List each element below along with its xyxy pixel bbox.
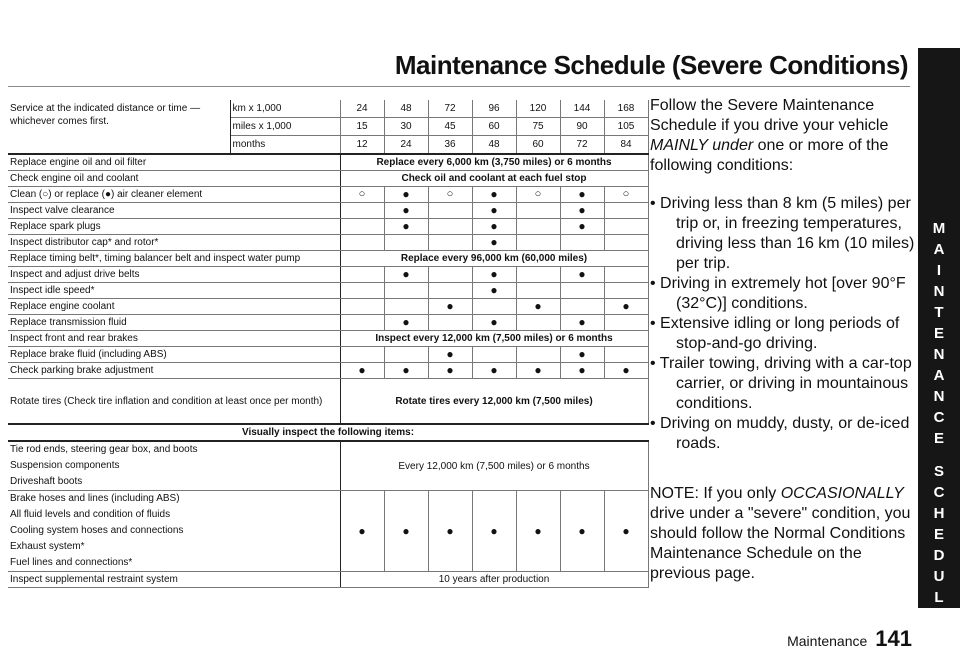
interval-text: Replace every 6,000 km (3,750 miles) or 6 months bbox=[340, 154, 648, 171]
service-mark: ● bbox=[560, 347, 604, 363]
header-row-km bbox=[8, 100, 648, 118]
service-mark: ● bbox=[516, 299, 560, 315]
table-row bbox=[8, 347, 648, 363]
service-mark: ● bbox=[560, 267, 604, 283]
km-value: 72 bbox=[428, 100, 472, 118]
item-label: Inspect and adjust drive belts bbox=[8, 267, 340, 283]
conditions-list bbox=[650, 194, 918, 454]
service-mark: ● bbox=[472, 203, 516, 219]
list-item: • Trailer towing, driving with a car-top carrier, or driving in mountainous conditions. bbox=[650, 354, 918, 414]
table-row bbox=[8, 154, 648, 171]
table-row bbox=[8, 315, 648, 331]
months-label: months bbox=[230, 136, 340, 155]
item-label: Inspect supplemental restraint system bbox=[8, 572, 340, 588]
replace-mark: ● bbox=[472, 187, 516, 203]
service-mark: ● bbox=[472, 491, 516, 572]
miles-label: miles x 1,000 bbox=[230, 118, 340, 136]
service-mark: ● bbox=[560, 315, 604, 331]
visual-group-1 bbox=[8, 441, 340, 491]
miles-value: 75 bbox=[516, 118, 560, 136]
months-value: 48 bbox=[472, 136, 516, 155]
interval-text: Check oil and coolant at each fuel stop bbox=[340, 171, 648, 187]
service-mark: ● bbox=[340, 491, 384, 572]
list-item: • Driving on muddy, dusty, or de-iced roads. bbox=[650, 414, 918, 454]
item-label: Suspension components bbox=[10, 460, 120, 471]
service-mark: ● bbox=[340, 363, 384, 379]
table-row bbox=[8, 363, 648, 379]
item-label: Replace timing belt*, timing balancer belt and inspect water pump bbox=[8, 251, 340, 267]
service-note: Service at the indicated distance or time — whichever comes first. bbox=[8, 100, 230, 154]
item-label: Replace spark plugs bbox=[8, 219, 340, 235]
side-tab-text: M A I N T E N A N C E S C H E D U L E bbox=[932, 220, 946, 627]
table-row bbox=[8, 171, 648, 187]
replace-mark: ● bbox=[560, 187, 604, 203]
item-label: Clean (○) or replace (●) air cleaner element bbox=[8, 187, 340, 203]
km-label: km x 1,000 bbox=[230, 100, 340, 118]
visual-inspect-band bbox=[8, 424, 648, 441]
item-label: Replace brake fluid (including ABS) bbox=[8, 347, 340, 363]
km-value: 120 bbox=[516, 100, 560, 118]
table-row bbox=[8, 299, 648, 315]
service-mark: ● bbox=[604, 491, 648, 572]
service-mark: ● bbox=[384, 491, 428, 572]
service-mark: ● bbox=[516, 491, 560, 572]
clean-mark: ○ bbox=[428, 187, 472, 203]
months-value: 60 bbox=[516, 136, 560, 155]
table-row bbox=[8, 251, 648, 267]
item-label: Inspect valve clearance bbox=[8, 203, 340, 219]
service-mark: ● bbox=[604, 363, 648, 379]
advice-panel bbox=[650, 96, 918, 584]
item-label: Tie rod ends, steering gear box, and boots bbox=[10, 444, 198, 455]
service-mark: ● bbox=[428, 347, 472, 363]
km-value: 168 bbox=[604, 100, 648, 118]
service-mark: ● bbox=[560, 363, 604, 379]
service-mark: ● bbox=[428, 491, 472, 572]
service-mark: ● bbox=[472, 363, 516, 379]
service-mark: ● bbox=[472, 219, 516, 235]
service-mark: ● bbox=[428, 299, 472, 315]
table-row bbox=[8, 219, 648, 235]
item-label: Rotate tires (Check tire inflation and condition at least once per month) bbox=[8, 379, 340, 425]
miles-value: 15 bbox=[340, 118, 384, 136]
months-value: 12 bbox=[340, 136, 384, 155]
service-mark: ● bbox=[560, 491, 604, 572]
months-value: 84 bbox=[604, 136, 648, 155]
service-mark: ● bbox=[472, 235, 516, 251]
miles-value: 30 bbox=[384, 118, 428, 136]
item-label: Exhaust system* bbox=[10, 541, 85, 552]
miles-value: 90 bbox=[560, 118, 604, 136]
list-item: • Driving less than 8 km (5 miles) per trip or, in freezing temperatures, driving less than 16 km (10 miles) per trip. bbox=[650, 194, 918, 274]
page-title: Maintenance Schedule (Severe Conditions) bbox=[394, 50, 908, 80]
clean-mark: ○ bbox=[516, 187, 560, 203]
footer-section: Maintenance bbox=[787, 633, 868, 649]
km-value: 24 bbox=[340, 100, 384, 118]
title-rule bbox=[8, 86, 910, 87]
table-row bbox=[8, 187, 648, 203]
service-mark: ● bbox=[560, 203, 604, 219]
item-label: Driveshaft boots bbox=[10, 476, 83, 487]
months-value: 24 bbox=[384, 136, 428, 155]
service-mark: ● bbox=[516, 363, 560, 379]
item-label: Inspect front and rear brakes bbox=[8, 331, 340, 347]
page-footer bbox=[787, 626, 912, 652]
item-label: All fluid levels and condition of fluids bbox=[10, 509, 171, 520]
table-row bbox=[8, 203, 648, 219]
table-row bbox=[8, 235, 648, 251]
service-mark: ● bbox=[384, 219, 428, 235]
months-value: 36 bbox=[428, 136, 472, 155]
item-label: Inspect idle speed* bbox=[8, 283, 340, 299]
interval-text: 10 years after production bbox=[340, 572, 648, 588]
list-item: • Extensive idling or long periods of stop-and-go driving. bbox=[650, 314, 918, 354]
miles-value: 60 bbox=[472, 118, 516, 136]
service-mark: ● bbox=[560, 219, 604, 235]
service-mark: ● bbox=[384, 315, 428, 331]
advice-note: NOTE: If you only OCCASIONALLY drive under a "severe" condition, you should follow the Normal Conditions Maintenance Schedule on the previous page. bbox=[650, 485, 911, 582]
replace-mark: ● bbox=[384, 187, 428, 203]
advice-intro: Follow the Severe Maintenance Schedule if you drive your vehicle MAINLY under one or more of the following conditions: bbox=[650, 97, 889, 174]
miles-value: 105 bbox=[604, 118, 648, 136]
visual-group-2 bbox=[8, 491, 340, 572]
interval-text: Inspect every 12,000 km (7,500 miles) or 6 months bbox=[340, 331, 648, 347]
service-mark: ● bbox=[472, 267, 516, 283]
km-value: 144 bbox=[560, 100, 604, 118]
visual-inspect-heading: Visually inspect the following items: bbox=[8, 424, 648, 441]
item-label: Replace engine coolant bbox=[8, 299, 340, 315]
service-mark: ● bbox=[384, 203, 428, 219]
list-item: • Driving in extremely hot [over 90°F (32°C)] conditions. bbox=[650, 274, 918, 314]
table-row bbox=[8, 283, 648, 299]
interval-text: Replace every 96,000 km (60,000 miles) bbox=[340, 251, 648, 267]
interval-text: Rotate tires every 12,000 km (7,500 miles) bbox=[340, 379, 648, 425]
table-row bbox=[8, 267, 648, 283]
km-value: 96 bbox=[472, 100, 516, 118]
item-label: Check parking brake adjustment bbox=[8, 363, 340, 379]
table-row bbox=[8, 331, 648, 347]
table-row bbox=[8, 572, 648, 588]
table-row bbox=[8, 491, 648, 572]
km-value: 48 bbox=[384, 100, 428, 118]
clean-mark: ○ bbox=[604, 187, 648, 203]
service-mark: ● bbox=[384, 267, 428, 283]
service-mark: ● bbox=[428, 363, 472, 379]
clean-mark: ○ bbox=[340, 187, 384, 203]
item-label: Fuel lines and connections* bbox=[10, 557, 133, 568]
side-tab bbox=[918, 48, 960, 627]
service-mark: ● bbox=[604, 299, 648, 315]
item-label: Brake hoses and lines (including ABS) bbox=[10, 493, 180, 504]
service-mark: ● bbox=[472, 315, 516, 331]
item-label: Check engine oil and coolant bbox=[8, 171, 340, 187]
interval-text: Every 12,000 km (7,500 miles) or 6 months bbox=[340, 441, 648, 491]
miles-value: 45 bbox=[428, 118, 472, 136]
maintenance-table bbox=[8, 100, 649, 588]
page-number: 141 bbox=[875, 626, 912, 651]
months-value: 72 bbox=[560, 136, 604, 155]
item-label: Replace engine oil and oil filter bbox=[8, 154, 340, 171]
item-label: Replace transmission fluid bbox=[8, 315, 340, 331]
service-mark: ● bbox=[472, 283, 516, 299]
item-label: Cooling system hoses and connections bbox=[10, 525, 184, 536]
service-mark: ● bbox=[384, 363, 428, 379]
table-row bbox=[8, 441, 648, 491]
table-row bbox=[8, 379, 648, 425]
item-label: Inspect distributor cap* and rotor* bbox=[8, 235, 340, 251]
